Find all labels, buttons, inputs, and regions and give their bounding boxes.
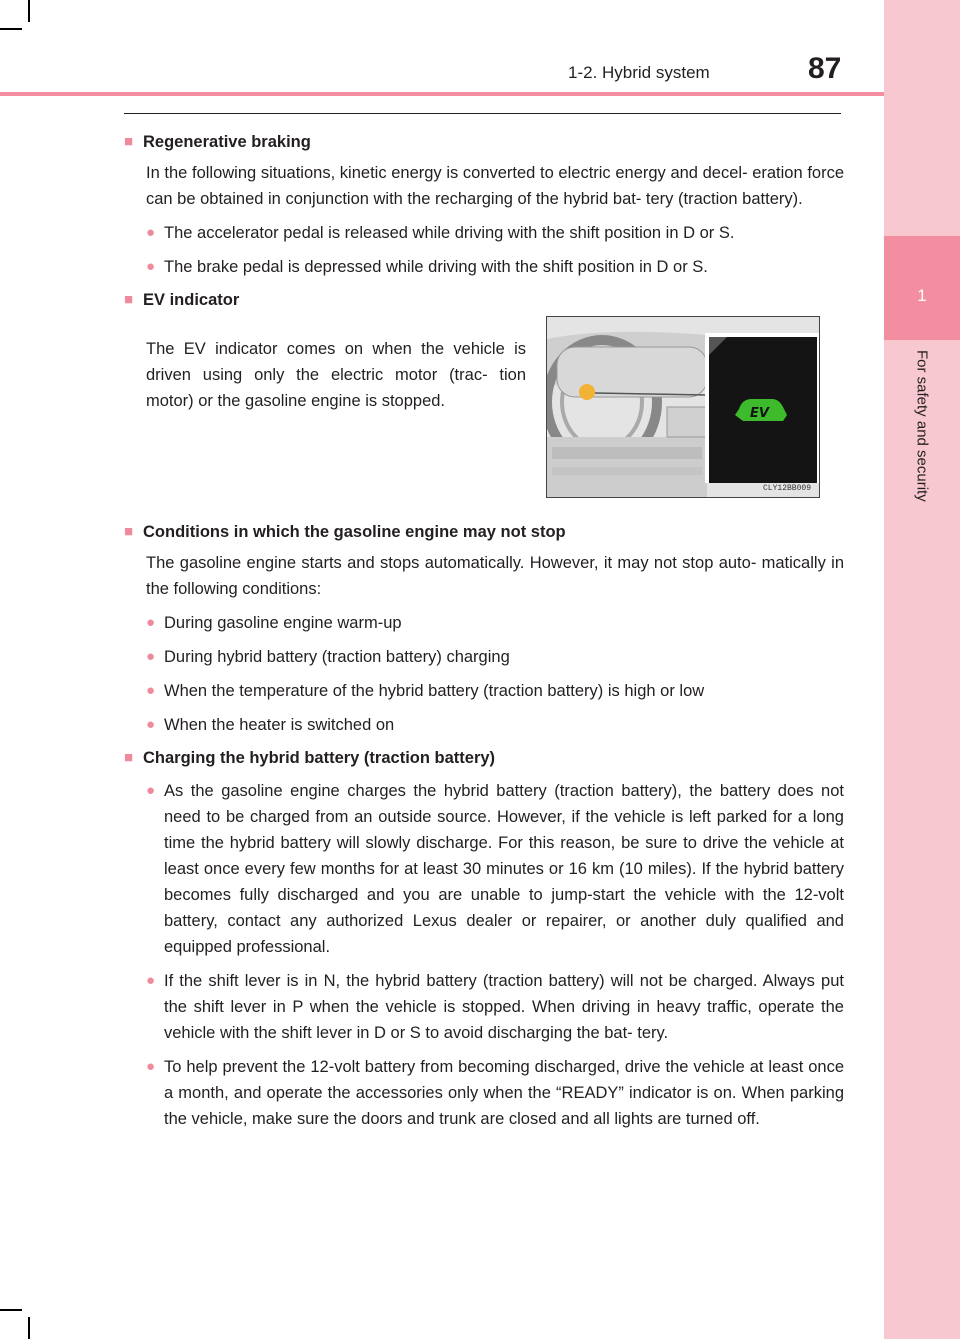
crop-mark bbox=[0, 28, 22, 30]
square-bullet-icon: ■ bbox=[124, 749, 134, 766]
ev-indicator-block bbox=[124, 316, 844, 498]
paragraph: The EV indicator comes on when the vehicle is driven using only the electric motor (trac- tion motor) or the gasoline engine is stopped. bbox=[146, 340, 526, 410]
section-heading: ■ Conditions in which the gasoline engine may not stop bbox=[124, 520, 844, 544]
dashboard-illustration bbox=[547, 317, 820, 498]
list-item: ● The accelerator pedal is released while driving with the shift position in D or S. bbox=[124, 220, 844, 246]
round-bullet-icon: ● bbox=[146, 258, 156, 275]
list-item: ● When the temperature of the hybrid battery (traction battery) is high or low bbox=[124, 678, 844, 704]
crop-mark bbox=[28, 0, 30, 22]
chapter-title: For safety and security bbox=[913, 350, 931, 502]
page-number: 87 bbox=[808, 52, 842, 85]
chapter-side-tab bbox=[884, 0, 960, 1339]
list-item: ● During hybrid battery (traction battery) charging bbox=[124, 644, 844, 670]
square-bullet-icon: ■ bbox=[124, 291, 134, 308]
list-item: ● The brake pedal is depressed while driving with the shift position in D or S. bbox=[124, 254, 844, 280]
round-bullet-icon: ● bbox=[146, 716, 156, 733]
list-item: ● If the shift lever is in N, the hybrid battery (traction battery) will not be charged. Always put the shift lever in P when the vehicle is stopped. When driving in heavy traffic, operate the vehicle with the shift lever in D or S to avoid discharging the bat- tery. bbox=[124, 968, 844, 1046]
section-title: 1-2. Hybrid system bbox=[568, 63, 710, 82]
section-heading: ■ Regenerative braking bbox=[124, 130, 844, 154]
round-bullet-icon: ● bbox=[146, 224, 156, 241]
ev-indicator-illustration bbox=[546, 316, 820, 498]
round-bullet-icon: ● bbox=[146, 682, 156, 699]
top-rule bbox=[124, 113, 841, 114]
figure-caption: CLY12BB009 bbox=[762, 484, 811, 493]
list-item: ● To help prevent the 12-volt battery from becoming discharged, drive the vehicle at least once a month, and operate the accessories only when the “READY” indicator is on. When parking the vehicle, make sure the doors and trunk are closed and all lights are turned off. bbox=[124, 1054, 844, 1132]
crop-mark bbox=[0, 1309, 22, 1311]
list-item: ● When the heater is switched on bbox=[124, 712, 844, 738]
list-item: ● During gasoline engine warm-up bbox=[124, 610, 844, 636]
round-bullet-icon: ● bbox=[146, 782, 156, 799]
paragraph: In the following situations, kinetic energy is converted to electric energy and decel- eration force can be obtained in conjunction with the recharging of the hybrid bat- tery (traction battery). bbox=[146, 164, 844, 208]
section-heading: ■ Charging the hybrid battery (traction battery) bbox=[124, 746, 844, 770]
crop-mark bbox=[28, 1317, 30, 1339]
page-content bbox=[124, 124, 844, 1132]
list-item: ● As the gasoline engine charges the hybrid battery (traction battery), the battery does not need to be charged from an outside source. However, if the vehicle is left parked for a long time the hybrid battery will slowly discharge. For this reason, be sure to drive the vehicle at least once every few months for at least 30 minutes or 16 km (10 miles). If the hybrid battery becomes fully discharged and you are unable to jump-start the vehicle with the 12-volt battery, contact any authorized Lexus dealer or repairer, or another duly qualified and equipped professional. bbox=[124, 778, 844, 960]
svg-text:EV: EV bbox=[750, 406, 769, 421]
round-bullet-icon: ● bbox=[146, 972, 156, 989]
round-bullet-icon: ● bbox=[146, 614, 156, 631]
header-bar bbox=[0, 92, 884, 96]
section-heading: ■ EV indicator bbox=[124, 288, 844, 312]
round-bullet-icon: ● bbox=[146, 648, 156, 665]
square-bullet-icon: ■ bbox=[124, 133, 134, 150]
square-bullet-icon: ■ bbox=[124, 523, 134, 540]
round-bullet-icon: ● bbox=[146, 1058, 156, 1075]
chapter-number: 1 bbox=[917, 286, 927, 305]
paragraph: The gasoline engine starts and stops automatically. However, it may not stop auto- matically in the following conditions: bbox=[146, 554, 844, 598]
